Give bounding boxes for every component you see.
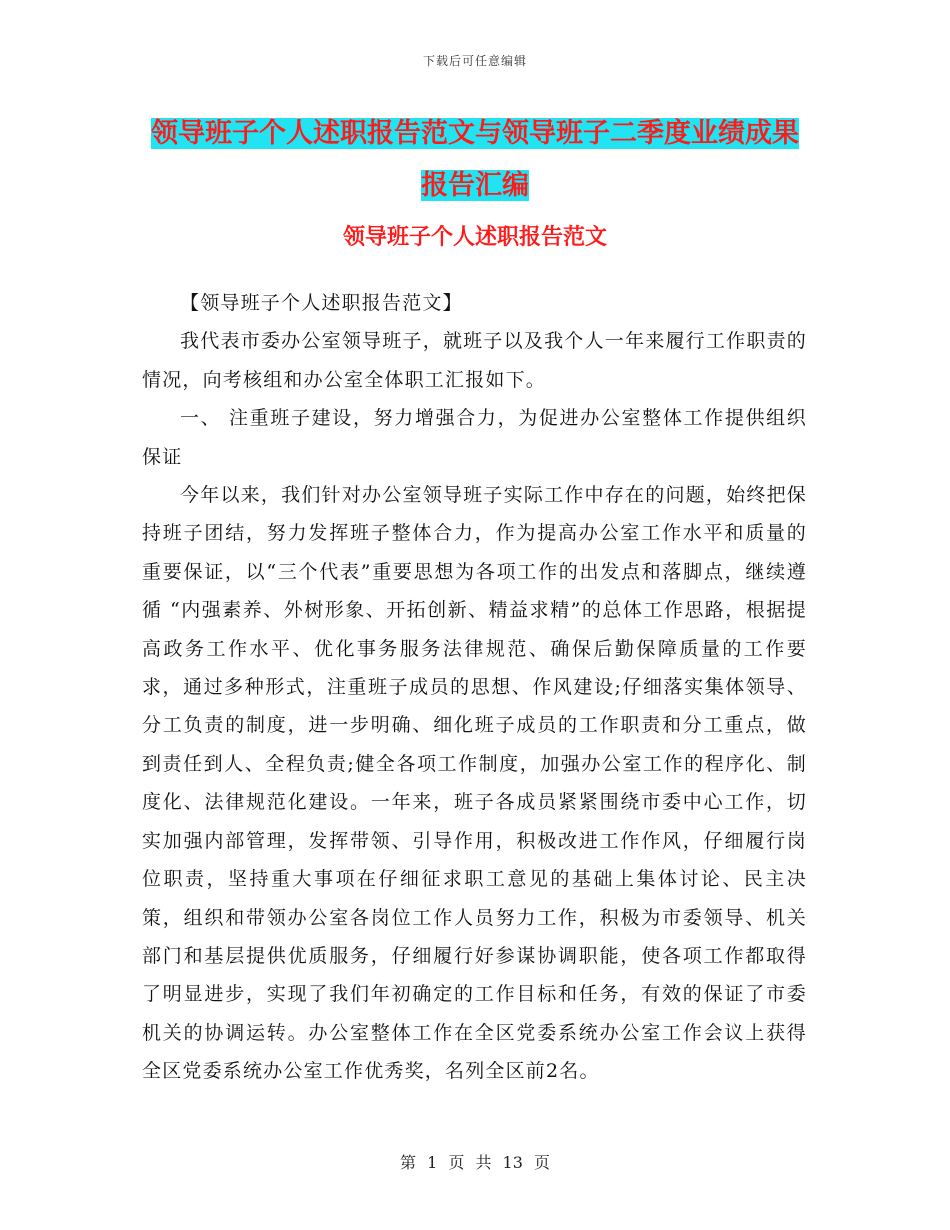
paragraph-section-heading: 一、 注重班子建设，努力增强合力，为促进办公室整体工作提供组织保证	[142, 407, 807, 468]
header-note: 下载后可任意编辑	[422, 54, 527, 68]
paragraph-body: 今年以来，我们针对办公室领导班子实际工作中存在的问题，始终把保持班子团结，努力发挥班子整体合力，作为提高办公室工作水平和质量的重要保证，以“三个代表”重要思想为各项工作的出发点和落脚点，继续遵循 “内强素养、外树形象、开拓创新、精益求精”的总体工作思路，根据提高政务工作水平、优化事务服务法律规范、确保后勤保障质量的工作要求，通过多种形式，注重班子成员的思想、作风建设;仔细落实集体领导、分工负责的制度，进一步明确、细化班子成员的工作职责和分工重点，做到责任到人、全程负责;健全各项工作制度，加强办公室工作的程序化、制度化、法律规范化建设。一年来，班子各成员紧紧围绕市委中心工作，切实加强内部管理，发挥带领、引导作用，积极改进工作作风，仔细履行岗位职责，坚持重大事项在仔细征求职工意见的基础上集体讨论、民主决策，组织和带领办公室各岗位工作人员努力工作，积极为市委领导、机关部门和基层提供优质服务，仔细履行好参谋协调职能，使各项工作都取得了明显进步，实现了我们年初确定的工作目标和任务，有效的保证了市委机关的协调运转。办公室整体工作在全区党委系统办公室工作会议上获得全区党委系统办公室工作优秀奖，名列全区前2名。	[142, 484, 807, 1083]
section-title: 领导班子个人述职报告范文	[342, 224, 607, 250]
paragraph-intro: 我代表市委办公室领导班子，就班子以及我个人一年来履行工作职责的情况，向考核组和办公室全体职工汇报如下。	[142, 330, 807, 391]
main-title	[140, 108, 810, 212]
main-title-text: 领导班子个人述职报告范文与领导班子二季度业绩成果报告汇编	[151, 118, 799, 201]
page-number: 第 1 页 共 13 页	[400, 1153, 550, 1172]
body-text	[142, 284, 807, 1091]
paragraph-bracket-heading: 【领导班子个人述职报告范文】	[180, 292, 463, 314]
